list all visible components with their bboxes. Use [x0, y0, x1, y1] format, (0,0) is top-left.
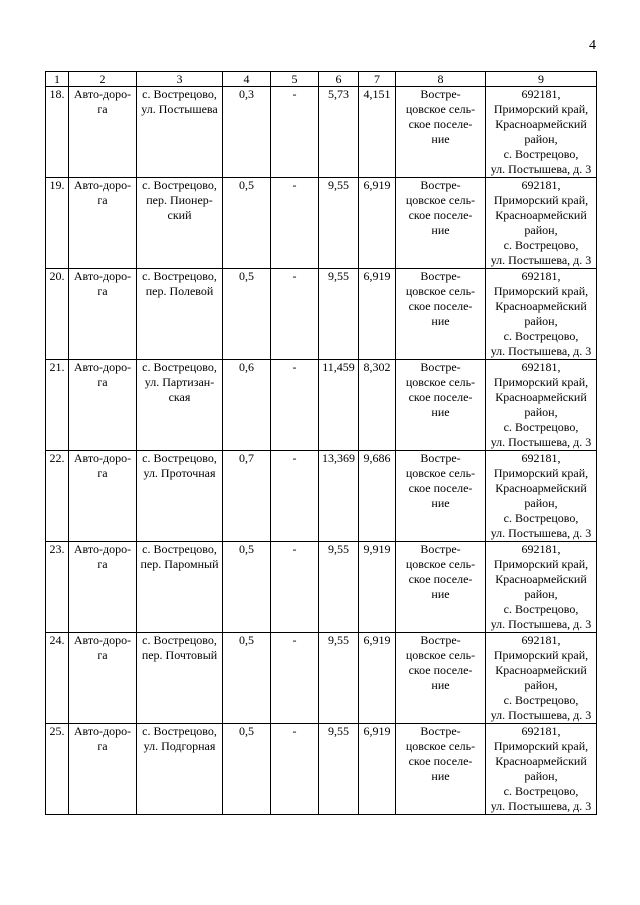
cell-line: ул. Постышева, д. 3	[490, 435, 592, 449]
table-row	[46, 360, 597, 451]
page-number: 4	[589, 38, 596, 53]
cell-line: 692181,	[521, 269, 561, 283]
cell-line: с. Вострецово,	[142, 451, 217, 465]
address-cell	[137, 360, 223, 451]
cell-line: Красноармейский	[495, 481, 587, 495]
contact-cell	[486, 87, 597, 178]
col5-cell: -	[271, 360, 319, 451]
col4-cell: 0,5	[223, 542, 271, 633]
col4-cell: 0,3	[223, 87, 271, 178]
table-row	[46, 451, 597, 542]
column-header: 7	[359, 72, 396, 87]
cell-line: с. Вострецово,	[503, 784, 579, 798]
cell-line: ское поселе-	[408, 481, 473, 495]
cell-line: район,	[524, 223, 558, 237]
cell-line: с. Вострецово,	[503, 693, 579, 707]
cell-line: ние	[431, 132, 450, 146]
cell-line: Авто-доро-	[73, 360, 132, 374]
object-type-cell	[69, 269, 137, 360]
cell-line: Востре-	[420, 178, 461, 192]
cell-line: Красноармейский	[495, 572, 587, 586]
cell-line: ул. Постышева	[141, 102, 218, 116]
cell-line: ние	[431, 496, 450, 510]
table-row	[46, 724, 597, 815]
col5-cell: -	[271, 542, 319, 633]
col4-cell: 0,5	[223, 178, 271, 269]
col6-cell: 9,55	[319, 633, 359, 724]
cell-line: ул. Постышева, д. 3	[490, 526, 592, 540]
cell-line: район,	[524, 132, 558, 146]
cell-line: с. Вострецово,	[142, 87, 217, 101]
cell-line: с. Вострецово,	[142, 178, 217, 192]
col5-cell: -	[271, 178, 319, 269]
owner-cell	[396, 724, 486, 815]
cell-line: 692181,	[521, 451, 561, 465]
column-header: 4	[223, 72, 271, 87]
object-type-cell	[69, 451, 137, 542]
column-header: 5	[271, 72, 319, 87]
cell-line: ул. Постышева, д. 3	[490, 617, 592, 631]
col7-cell: 9,686	[359, 451, 396, 542]
cell-line: ние	[431, 769, 450, 783]
cell-line: Красноармейский	[495, 208, 587, 222]
cell-line: 692181,	[521, 87, 561, 101]
cell-line: ние	[431, 314, 450, 328]
cell-line: Приморский край,	[493, 557, 589, 571]
cell-line: Приморский край,	[493, 102, 589, 116]
table-body	[46, 87, 597, 815]
col6-cell: 9,55	[319, 269, 359, 360]
cell-line: Красноармейский	[495, 754, 587, 768]
owner-cell	[396, 360, 486, 451]
cell-line: с. Вострецово,	[503, 238, 579, 252]
contact-cell	[486, 360, 597, 451]
cell-line: ское поселе-	[408, 572, 473, 586]
cell-line: 692181,	[521, 360, 561, 374]
cell-line: га	[97, 193, 108, 207]
cell-line: с. Вострецово,	[142, 542, 217, 556]
col6-cell: 9,55	[319, 542, 359, 633]
cell-line: га	[97, 739, 108, 753]
header-row	[46, 72, 597, 87]
cell-line: с. Вострецово,	[503, 602, 579, 616]
address-cell	[137, 633, 223, 724]
cell-line: Красноармейский	[495, 663, 587, 677]
cell-line: цовское сель-	[405, 466, 476, 480]
cell-line: ул. Постышева, д. 3	[490, 162, 592, 176]
address-cell	[137, 269, 223, 360]
cell-line: Приморский край,	[493, 284, 589, 298]
col7-cell: 4,151	[359, 87, 396, 178]
table-row	[46, 633, 597, 724]
registry-table	[45, 71, 597, 815]
cell-line: район,	[524, 769, 558, 783]
cell-line: цовское сель-	[405, 739, 476, 753]
cell-line: Востре-	[420, 360, 461, 374]
owner-cell	[396, 178, 486, 269]
row-number-cell: 18.	[46, 87, 69, 178]
cell-line: ние	[431, 223, 450, 237]
col6-cell: 11,459	[319, 360, 359, 451]
row-number-cell: 25.	[46, 724, 69, 815]
cell-line: с. Вострецово,	[503, 147, 579, 161]
cell-line: 692181,	[521, 633, 561, 647]
cell-line: га	[97, 557, 108, 571]
col4-cell: 0,5	[223, 633, 271, 724]
cell-line: район,	[524, 405, 558, 419]
cell-line: Авто-доро-	[73, 724, 132, 738]
column-header: 6	[319, 72, 359, 87]
table-row	[46, 269, 597, 360]
cell-line: ское поселе-	[408, 117, 473, 131]
col7-cell: 6,919	[359, 633, 396, 724]
object-type-cell	[69, 633, 137, 724]
owner-cell	[396, 451, 486, 542]
cell-line: цовское сель-	[405, 557, 476, 571]
object-type-cell	[69, 87, 137, 178]
cell-line: район,	[524, 314, 558, 328]
cell-line: ское поселе-	[408, 208, 473, 222]
col5-cell: -	[271, 633, 319, 724]
cell-line: с. Вострецово,	[503, 511, 579, 525]
cell-line: ское поселе-	[408, 390, 473, 404]
cell-line: пер. Почтовый	[141, 648, 218, 662]
table-row	[46, 542, 597, 633]
cell-line: цовское сель-	[405, 193, 476, 207]
cell-line: ние	[431, 678, 450, 692]
cell-line: ское поселе-	[408, 663, 473, 677]
col7-cell: 6,919	[359, 269, 396, 360]
row-number-cell: 20.	[46, 269, 69, 360]
column-header: 2	[69, 72, 137, 87]
cell-line: район,	[524, 496, 558, 510]
col4-cell: 0,6	[223, 360, 271, 451]
cell-line: с. Вострецово,	[142, 360, 217, 374]
cell-line: Красноармейский	[495, 299, 587, 313]
col7-cell: 6,919	[359, 178, 396, 269]
cell-line: Приморский край,	[493, 466, 589, 480]
table-row	[46, 87, 597, 178]
cell-line: пер. Пионер-	[146, 193, 213, 207]
cell-line: Приморский край,	[493, 375, 589, 389]
cell-line: Востре-	[420, 451, 461, 465]
col5-cell: -	[271, 87, 319, 178]
column-header: 1	[46, 72, 69, 87]
row-number-cell: 24.	[46, 633, 69, 724]
owner-cell	[396, 87, 486, 178]
contact-cell	[486, 542, 597, 633]
cell-line: га	[97, 466, 108, 480]
cell-line: цовское сель-	[405, 648, 476, 662]
cell-line: с. Вострецово,	[503, 420, 579, 434]
owner-cell	[396, 542, 486, 633]
table-row	[46, 178, 597, 269]
cell-line: Авто-доро-	[73, 178, 132, 192]
row-number-cell: 19.	[46, 178, 69, 269]
col5-cell: -	[271, 451, 319, 542]
cell-line: район,	[524, 587, 558, 601]
cell-line: Красноармейский	[495, 390, 587, 404]
col4-cell: 0,5	[223, 724, 271, 815]
cell-line: га	[97, 102, 108, 116]
cell-line: пер. Полевой	[145, 284, 214, 298]
col4-cell: 0,7	[223, 451, 271, 542]
address-cell	[137, 542, 223, 633]
contact-cell	[486, 724, 597, 815]
object-type-cell	[69, 724, 137, 815]
cell-line: район,	[524, 678, 558, 692]
cell-line: га	[97, 648, 108, 662]
col6-cell: 5,73	[319, 87, 359, 178]
col7-cell: 8,302	[359, 360, 396, 451]
col6-cell: 13,369	[319, 451, 359, 542]
column-header: 9	[486, 72, 597, 87]
cell-line: Авто-доро-	[73, 633, 132, 647]
cell-line: Авто-доро-	[73, 451, 132, 465]
cell-line: ская	[168, 390, 191, 404]
cell-line: пер. Паромный	[140, 557, 219, 571]
col5-cell: -	[271, 269, 319, 360]
cell-line: га	[97, 375, 108, 389]
address-cell	[137, 451, 223, 542]
contact-cell	[486, 451, 597, 542]
cell-line: Авто-доро-	[73, 542, 132, 556]
col5-cell: -	[271, 724, 319, 815]
col7-cell: 6,919	[359, 724, 396, 815]
cell-line: га	[97, 284, 108, 298]
contact-cell	[486, 178, 597, 269]
cell-line: Приморский край,	[493, 648, 589, 662]
cell-line: Востре-	[420, 724, 461, 738]
cell-line: цовское сель-	[405, 375, 476, 389]
cell-line: ние	[431, 405, 450, 419]
cell-line: ние	[431, 587, 450, 601]
col7-cell: 9,919	[359, 542, 396, 633]
cell-line: 692181,	[521, 724, 561, 738]
contact-cell	[486, 633, 597, 724]
cell-line: ул. Партизан-	[144, 375, 215, 389]
object-type-cell	[69, 360, 137, 451]
cell-line: ское поселе-	[408, 754, 473, 768]
cell-line: ул. Подгорная	[143, 739, 216, 753]
address-cell	[137, 724, 223, 815]
cell-line: Востре-	[420, 542, 461, 556]
cell-line: ский	[167, 208, 192, 222]
owner-cell	[396, 633, 486, 724]
column-header: 8	[396, 72, 486, 87]
cell-line: ул. Постышева, д. 3	[490, 344, 592, 358]
cell-line: Приморский край,	[493, 739, 589, 753]
cell-line: ул. Постышева, д. 3	[490, 708, 592, 722]
cell-line: ское поселе-	[408, 299, 473, 313]
cell-line: цовское сель-	[405, 102, 476, 116]
cell-line: 692181,	[521, 542, 561, 556]
cell-line: ул. Постышева, д. 3	[490, 253, 592, 267]
cell-line: ул. Проточная	[143, 466, 216, 480]
cell-line: Красноармейский	[495, 117, 587, 131]
cell-line: Авто-доро-	[73, 87, 132, 101]
row-number-cell: 22.	[46, 451, 69, 542]
object-type-cell	[69, 542, 137, 633]
cell-line: Востре-	[420, 87, 461, 101]
address-cell	[137, 87, 223, 178]
cell-line: 692181,	[521, 178, 561, 192]
column-header: 3	[137, 72, 223, 87]
row-number-cell: 21.	[46, 360, 69, 451]
contact-cell	[486, 269, 597, 360]
col6-cell: 9,55	[319, 178, 359, 269]
col6-cell: 9,55	[319, 724, 359, 815]
cell-line: цовское сель-	[405, 284, 476, 298]
cell-line: с. Вострецово,	[142, 269, 217, 283]
cell-line: с. Вострецово,	[142, 724, 217, 738]
cell-line: Востре-	[420, 633, 461, 647]
cell-line: ул. Постышева, д. 3	[490, 799, 592, 813]
cell-line: Востре-	[420, 269, 461, 283]
cell-line: с. Вострецово,	[503, 329, 579, 343]
cell-line: Авто-доро-	[73, 269, 132, 283]
col4-cell: 0,5	[223, 269, 271, 360]
owner-cell	[396, 269, 486, 360]
object-type-cell	[69, 178, 137, 269]
cell-line: с. Вострецово,	[142, 633, 217, 647]
cell-line: Приморский край,	[493, 193, 589, 207]
row-number-cell: 23.	[46, 542, 69, 633]
address-cell	[137, 178, 223, 269]
